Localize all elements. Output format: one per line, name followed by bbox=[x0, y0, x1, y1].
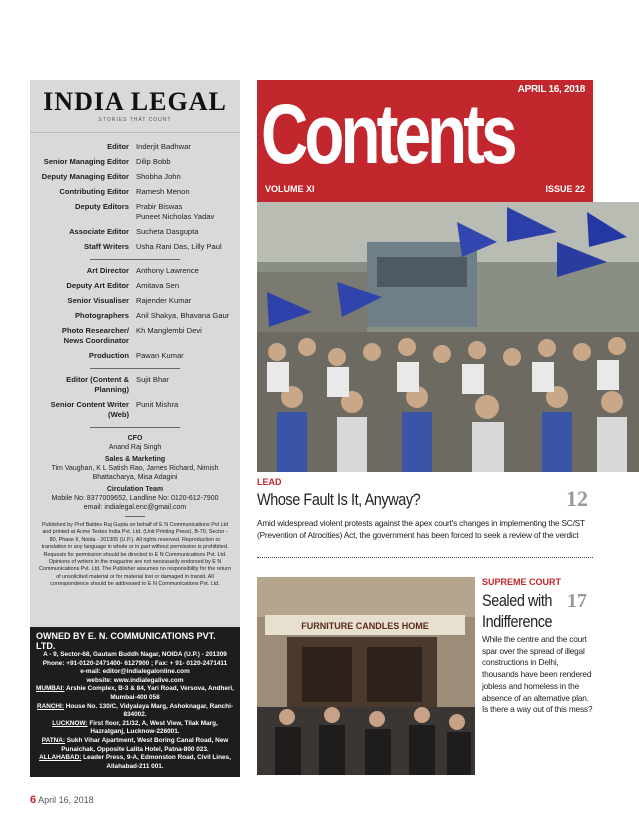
owned-email: e-mail: editor@indialegalonline.com bbox=[80, 668, 190, 676]
allahabad-label: ALLAHABAD: bbox=[39, 754, 82, 762]
volume-label: VOLUME XI bbox=[265, 184, 315, 194]
owned-by-box bbox=[30, 627, 240, 777]
staff-names: Rajender Kumar bbox=[136, 296, 192, 305]
headline-line-1: Sealed with bbox=[482, 591, 553, 610]
staff-names: Kh Manglembi Devi bbox=[136, 326, 202, 335]
shop-sign-text: FURNITURE CANDLES HOME bbox=[301, 621, 429, 631]
staff-names: Sucheta Dasgupta bbox=[136, 227, 199, 236]
staff-row bbox=[30, 281, 240, 291]
divider bbox=[90, 368, 180, 369]
contents-banner bbox=[257, 80, 593, 202]
ranchi-label: RANCHI: bbox=[36, 702, 64, 710]
allahabad-address: Leader Press, 9-A, Edmonston Road, Civil Lines, Allahabad-211 001. bbox=[83, 754, 231, 770]
staff-role: Art Director bbox=[86, 266, 129, 275]
staff-role: Deputy Editors bbox=[74, 202, 129, 211]
issue-label: ISSUE 22 bbox=[545, 184, 585, 194]
staff-row bbox=[30, 157, 240, 167]
cfo-name: Anand Raj Singh bbox=[108, 444, 162, 451]
lead-summary: Amid widespread violent protests against the apex court's changes in implementing the SC/ST (Prevention of Atrocities) Act, the government has been forced to seek a review of the verdict bbox=[257, 518, 585, 540]
staff-names: Dilip Bobb bbox=[136, 157, 171, 166]
staff-role: Photographers bbox=[74, 311, 129, 320]
staff-row bbox=[30, 142, 240, 152]
headline-line-2: Indifference bbox=[482, 612, 553, 631]
staff-role: Production bbox=[88, 351, 129, 360]
lucknow-address: First floor, 21/32, A, West View, Tilak Marg, Hazratganj, Lucknow-226001. bbox=[89, 719, 218, 736]
staff-list-editorial bbox=[30, 142, 240, 252]
patna-address: Sukh Vihar Apartment, West Boring Canal Road, New Punaichak, Opposite Lalita Hotel, Patna-800 023. bbox=[61, 736, 229, 753]
staff-role: Senior Managing Editor bbox=[43, 157, 129, 166]
staff-row bbox=[30, 172, 240, 182]
dotted-divider bbox=[257, 557, 593, 558]
business-team bbox=[30, 434, 240, 512]
lead-page-number[interactable]: 12 bbox=[566, 486, 588, 511]
owned-website: website: www.indialegalive.com bbox=[86, 676, 184, 684]
staff-row bbox=[30, 400, 240, 420]
lead-kicker: LEAD bbox=[257, 477, 282, 487]
staff-list-art bbox=[30, 266, 240, 361]
staff-row bbox=[30, 311, 240, 321]
mumbai-address: Arshie Complex, B-3 & 84, Yari Road, Versova, Andheri, Mumbai-400 058 bbox=[65, 685, 234, 701]
staff-names: Ramesh Menon bbox=[136, 187, 190, 196]
staff-names: Amitava Sen bbox=[136, 281, 180, 290]
owned-title: OWNED BY E. N. COMMUNICATIONS PVT. LTD. bbox=[36, 631, 216, 651]
staff-role: Photo Researcher/ News Coordinator bbox=[61, 326, 129, 345]
supreme-court-headline[interactable] bbox=[482, 590, 552, 632]
logo-text: INDIA LEGAL bbox=[43, 87, 227, 116]
ranchi-address: House No. 130/C, Vidyalaya Marg, Ashoknagar, Ranchi-834002. bbox=[65, 702, 234, 719]
staff-role: Contributing Editor bbox=[59, 187, 129, 196]
staff-names: Inderjit Badhwar bbox=[136, 142, 191, 151]
india-legal-logo bbox=[30, 80, 240, 133]
staff-names: Pawan Kumar bbox=[136, 351, 184, 360]
staff-row bbox=[30, 326, 240, 346]
staff-names: Shobha John bbox=[136, 172, 181, 181]
mumbai-label: MUMBAI: bbox=[36, 685, 65, 693]
sales-names: Tim Vaughan, K L Satish Rao, James Richard, Nimish Bhattacharya, Misa Adagini bbox=[51, 465, 219, 481]
supreme-court-page-number[interactable]: 17 bbox=[567, 590, 587, 612]
staff-row bbox=[30, 242, 240, 252]
supreme-court-kicker: SUPREME COURT bbox=[482, 577, 562, 587]
lead-story-photo[interactable] bbox=[257, 202, 639, 472]
staff-names: Prabir Biswas Puneet Nicholas Yadav bbox=[136, 202, 215, 221]
divider bbox=[90, 427, 180, 428]
staff-names: Anthony Lawrence bbox=[136, 266, 199, 275]
staff-role: Editor bbox=[107, 142, 129, 151]
owned-address: A - 9, Sector-68, Gautam Buddh Nagar, NOIDA (U.P.) - 201309 bbox=[43, 651, 227, 658]
cfo-label: CFO bbox=[127, 435, 143, 442]
staff-row bbox=[30, 296, 240, 306]
sales-label: Sales & Marketing bbox=[104, 456, 166, 463]
contents-title: Contents bbox=[261, 87, 514, 181]
staff-row bbox=[30, 375, 240, 395]
divider bbox=[90, 259, 180, 260]
logo-tagline: STORIES THAT COUNT bbox=[98, 117, 172, 123]
circulation-contact: Mobile No: 8377009652, Landline No: 0120-612-7900 bbox=[51, 495, 219, 502]
circulation-label: Circulation Team bbox=[106, 486, 164, 493]
staff-row bbox=[30, 187, 240, 197]
staff-names: Usha Rani Das, Lilly Paul bbox=[136, 242, 222, 251]
divider bbox=[125, 516, 145, 517]
owned-phone: Phone: +91-0120-2471400- 6127900 ; Fax: + 91- 0120-2471411 bbox=[42, 659, 228, 667]
staff-row bbox=[30, 266, 240, 276]
patna-label: PATNA: bbox=[41, 736, 65, 744]
staff-role: Deputy Managing Editor bbox=[41, 172, 129, 181]
staff-names: Anil Shakya, Bhavana Gaur bbox=[136, 311, 230, 320]
staff-row bbox=[30, 351, 240, 361]
staff-row bbox=[30, 202, 240, 222]
lead-headline[interactable]: Whose Fault Is It, Anyway? bbox=[257, 490, 421, 509]
staff-row bbox=[30, 227, 240, 237]
staff-role: Senior Visualiser bbox=[67, 296, 129, 305]
staff-role: Deputy Art Editor bbox=[66, 281, 129, 290]
folio-date: April 16, 2018 bbox=[38, 795, 94, 805]
staff-names: Sujit Bhar bbox=[136, 375, 169, 384]
staff-list-content bbox=[30, 375, 240, 420]
supreme-court-summary: While the centre and the court spar over the spread of illegal constructions in Delhi, thousands have been rendered jobless and homeless in the absence of an alternative plan. Is there a way out of this mess? bbox=[482, 634, 593, 715]
folio-page-number: 6 bbox=[30, 794, 37, 806]
lucknow-label: LUCKNOW: bbox=[52, 719, 88, 727]
staff-role: Associate Editor bbox=[69, 227, 129, 236]
staff-role: Senior Content Writer (Web) bbox=[50, 400, 129, 419]
sealed-shop-image bbox=[257, 577, 475, 775]
circulation-email: email: indialegal.enc@gmail.com bbox=[83, 504, 187, 511]
supreme-court-story-photo[interactable] bbox=[257, 577, 475, 775]
legal-notice: Published by Prof Baldev Raj Gupta on behalf of E N Communications Pvt Ltd and printed at Acme Textes India Pvt. Ltd. (Unit Printing Press), B-70, Sector - 80, Phase II, Noida - 201305 (U.P.). All rights reserved. Reproduction or translation in any language in whole or in part without permission is prohibited. Requests for permission should be directed to E N Communications Pvt. Ltd. Opinions of writers in the magazine are not necessarily endorsed by E N Communications Pvt. Ltd. The Publisher assumes no responsibility for the return of unsolicited material or for material lost or damaged in transit. All correspondence should be addressed to E N Communications Pvt. Ltd. bbox=[39, 522, 231, 588]
staff-role: Editor (Content & Planning) bbox=[66, 375, 129, 394]
protest-crowd-image bbox=[257, 202, 639, 472]
staff-names: Punit Mishra bbox=[136, 400, 179, 409]
issue-date: APRIL 16, 2018 bbox=[517, 84, 585, 95]
page-folio bbox=[30, 794, 94, 806]
staff-role: Staff Writers bbox=[83, 242, 129, 251]
